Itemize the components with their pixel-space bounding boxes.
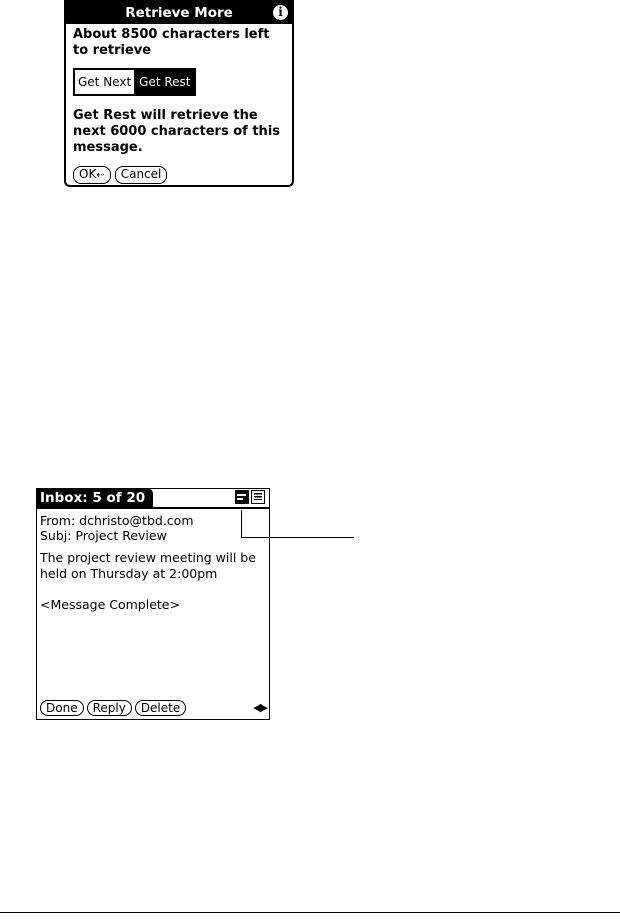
full-view-icon[interactable] <box>251 490 265 504</box>
get-rest-button[interactable]: Get Rest <box>135 69 194 95</box>
retrieve-more-dialog <box>64 0 294 187</box>
reply-button[interactable]: Reply <box>87 700 132 716</box>
cancel-button[interactable]: Cancel <box>115 166 168 184</box>
delete-button[interactable]: Delete <box>135 700 186 716</box>
callout-line <box>241 510 354 538</box>
screen-button-row <box>40 700 186 716</box>
ok-button[interactable] <box>73 166 111 184</box>
screen-title[interactable]: Inbox: 5 of 20 <box>36 488 153 508</box>
done-button[interactable]: Done <box>40 700 84 716</box>
retrieve-description: Get Rest will retrieve the next 6000 characters of this message. <box>73 108 281 155</box>
info-icon[interactable]: i <box>273 5 288 20</box>
inbox-message-screen <box>36 488 270 720</box>
characters-left-message: About 8500 characters left to retrieve <box>73 27 270 58</box>
get-next-button[interactable]: Get Next <box>74 69 135 95</box>
view-toggle <box>235 490 265 504</box>
dialog-title-bar <box>64 2 294 24</box>
message-body: The project review meeting will be held on Thursday at 2:00pm <box>40 550 256 581</box>
scroll-arrows-icon[interactable]: ◀▶ <box>253 701 266 714</box>
subject-line: Subj: Project Review <box>40 528 167 543</box>
ok-shortcut-icon: ⇠ <box>96 170 105 181</box>
dialog-button-row <box>73 166 167 184</box>
from-line: From: dchristo@tbd.com <box>40 513 194 528</box>
page-divider <box>0 912 620 913</box>
message-status: <Message Complete> <box>40 597 180 612</box>
abbreviated-view-icon[interactable] <box>235 490 249 504</box>
ok-button-label: OK <box>79 167 97 181</box>
retrieve-option-group <box>73 68 196 96</box>
dialog-title: Retrieve More <box>125 5 233 21</box>
